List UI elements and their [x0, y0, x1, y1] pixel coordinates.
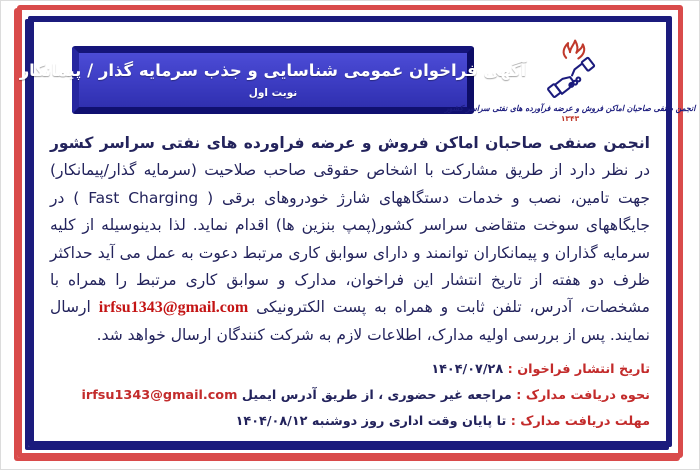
body-segment-1: در نظر دارد از طریق مشارکت با اشخاص حقوقی صاحب صلاحیت (سرمایه گذار/پیمانکار) جهت تامین، نصب و خدمات دستگاههای شارژ خودروهای برقی ( Fast Charging ) در جایگاههای سوخت متقاضی سراسر کشور(پمپ بنزین ها) اقدام نماید. لذا بدینوسیله از کلیه سرمایه گذاران و پیمانکاران توانمند و دارای سوابق کاری مرتبط دعوت به عمل می آید حداکثر ظرف دو هفته از تاریخ انتشار این فراخوان، مدارک و سوابق کاری مرتبط را همراه با مشخصات، آدرس، تلفن ثابت و همراه به پست الکترونیکی [50, 161, 651, 317]
header-title-box [19, 46, 527, 114]
publish-date-value: ۱۴۰۴/۰۷/۲۸ [431, 362, 504, 377]
handshake-flame-icon [533, 38, 607, 102]
org-name-bold: انجمن صنفی صاحبان اماکن فروش و عرضه فراورده های نفتی سراسر کشور [50, 134, 650, 152]
association-year: ۱۳۴۳ [560, 114, 580, 123]
submission-method-value: مراجعه غیر حضوری ، از طریق آدرس ایمیل [241, 388, 512, 403]
deadline-row [50, 409, 650, 435]
submission-method-label: نحوه دریافت مدارک [525, 388, 650, 403]
deadline-separator: : [506, 414, 521, 429]
announcement-round: نوبت اول [248, 87, 298, 100]
publish-date-separator: : [503, 362, 518, 377]
submission-method-row [50, 383, 650, 409]
body-segment-2: ارسال نمایند. پس از بررسی اولیه مدارک، اطلاعات لازم به شرکت کنندگان ارسال خواهد شد. [50, 298, 650, 344]
announcement-body [50, 130, 650, 349]
association-logo [444, 38, 696, 130]
submission-email-text: irfsu1343@gmail.com [81, 388, 238, 403]
body-email-text: irfsu1343@gmail.com [98, 299, 249, 317]
deadline-label: مهلت دریافت مدارک [520, 414, 650, 429]
announcement-title: آگهی فراخوان عمومی شناسایی و جذب سرمایه گذار / پیمانکار [19, 60, 527, 80]
submission-method-separator: : [511, 388, 526, 403]
association-name: انجمن صنفی صاحبان اماکن فروش و عرضه فرآورده های نفتی سراسر کشور [444, 103, 696, 113]
footer-details [50, 357, 650, 435]
publish-date-row [50, 357, 650, 383]
publish-date-label: تاریخ انتشار فراخوان [517, 362, 650, 377]
deadline-value: تا پایان وقت اداری روز دوشنبه ۱۴۰۴/۰۸/۱۲ [235, 414, 507, 429]
